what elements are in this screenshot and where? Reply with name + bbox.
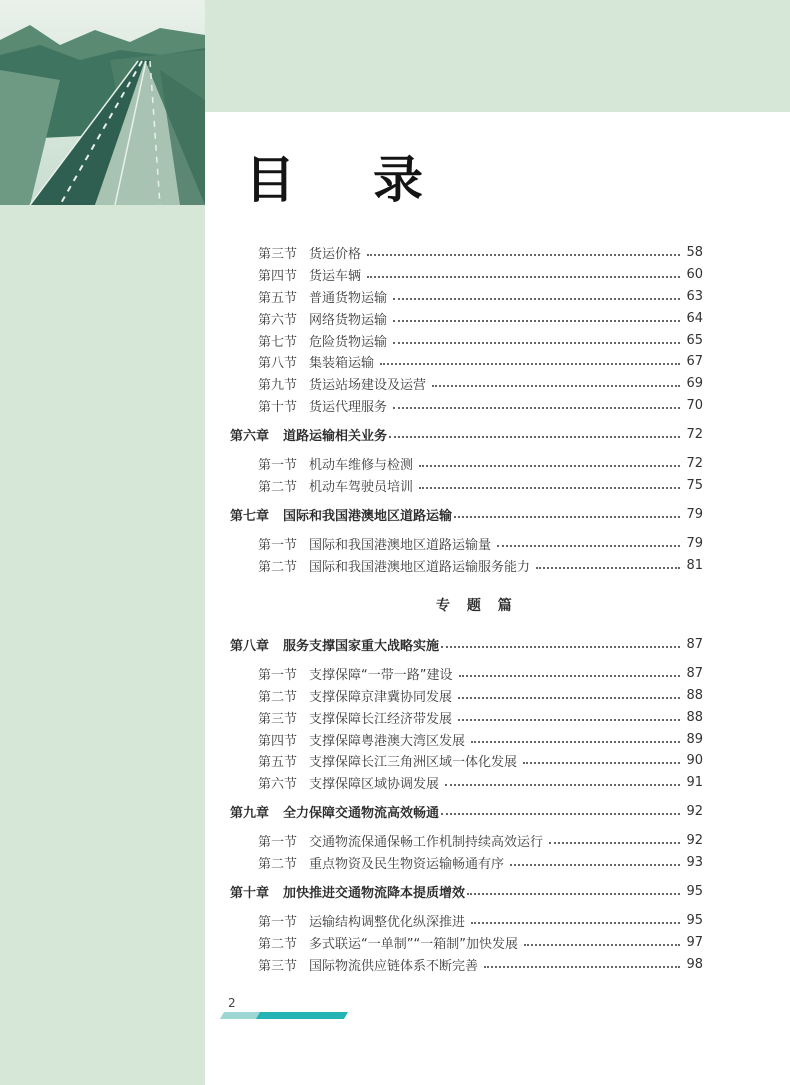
toc-entry[interactable] xyxy=(258,910,703,930)
toc-entry-page: 58 xyxy=(686,244,703,260)
toc-dot-leader xyxy=(367,254,680,256)
toc-dot-leader xyxy=(441,813,680,815)
toc-entry-title: 运输结构调整优化纵深推进 xyxy=(309,914,466,930)
toc-entry[interactable] xyxy=(258,852,703,872)
toc-entry-title: 国际和我国港澳地区道路运输量 xyxy=(309,537,492,553)
title-char-2: 录 xyxy=(373,150,423,209)
toc-entry-title: 国际物流供应链体系不断完善 xyxy=(309,958,479,974)
toc-dot-leader xyxy=(454,516,680,518)
toc-entry-page: 88 xyxy=(686,709,703,725)
toc-entry-title: 网络货物运输 xyxy=(309,312,388,328)
toc-entry[interactable] xyxy=(258,772,703,792)
page-number: 2 xyxy=(228,996,236,1010)
toc-entry-title: 支撑保障区域协调发展 xyxy=(309,776,440,792)
toc-entry-title: 货运站场建设及运营 xyxy=(309,377,427,393)
toc-entry[interactable] xyxy=(258,533,703,553)
toc-dot-leader xyxy=(380,363,680,365)
toc-chapter-title: 服务支撑国家重大战略实施 xyxy=(283,638,440,654)
toc-dot-leader xyxy=(432,385,680,387)
toc-entry-number: 第四节 xyxy=(258,268,298,284)
toc-chapter-number: 第九章 xyxy=(230,805,270,821)
toc-entry-number: 第七节 xyxy=(258,334,298,350)
toc-entry-page: 92 xyxy=(686,832,703,848)
toc-chapter-number: 第十章 xyxy=(230,885,270,901)
toc-entry-title: 支撑保障京津冀协同发展 xyxy=(309,689,453,705)
toc-chapter-title: 全力保障交通物流高效畅通 xyxy=(283,805,440,821)
toc-entry-page: 63 xyxy=(686,288,703,304)
toc-dot-leader xyxy=(441,646,680,648)
toc-dot-leader xyxy=(367,276,680,278)
toc-entry[interactable] xyxy=(258,475,703,495)
toc-entry-title: 机动车驾驶员培训 xyxy=(309,479,414,495)
part-heading: 专 题 篇 xyxy=(436,598,518,614)
toc-entry-page: 67 xyxy=(686,353,703,369)
toc-entry-title: 支撑保障长江经济带发展 xyxy=(309,711,453,727)
title-char-1: 目 xyxy=(245,150,295,209)
toc-entry-title: 集装箱运输 xyxy=(309,355,375,371)
toc-entry-page: 81 xyxy=(686,557,703,573)
toc-entry[interactable] xyxy=(258,685,703,705)
toc-entry-title: 货运价格 xyxy=(309,246,362,262)
toc-entry[interactable] xyxy=(258,555,703,575)
toc-entry-title: 支撑保障粤港澳大湾区发展 xyxy=(309,733,466,749)
toc-dot-leader xyxy=(510,864,680,866)
toc-chapter-number: 第七章 xyxy=(230,508,270,524)
toc-entry-number: 第五节 xyxy=(258,290,298,306)
toc-entry-page: 89 xyxy=(686,731,703,747)
toc-chapter[interactable] xyxy=(230,801,703,821)
toc-entry-page: 72 xyxy=(686,455,703,471)
toc-entry[interactable] xyxy=(258,351,703,371)
toc-dot-leader xyxy=(389,436,680,438)
highway-photo xyxy=(0,0,205,205)
toc-entry[interactable] xyxy=(258,373,703,393)
toc-chapter-number: 第六章 xyxy=(230,428,270,444)
toc-entry-title: 多式联运“一单制”“一箱制”加快发展 xyxy=(309,936,518,952)
toc-entry-title: 支撑保障“一带一路”建设 xyxy=(309,667,453,683)
toc-entry-page: 88 xyxy=(686,687,703,703)
toc-entry-title: 国际和我国港澳地区道路运输服务能力 xyxy=(309,559,531,575)
toc-entry-title: 货运代理服务 xyxy=(309,399,388,415)
toc-entry[interactable] xyxy=(258,330,703,350)
toc-entry[interactable] xyxy=(258,954,703,974)
toc-dot-leader xyxy=(393,298,680,300)
toc-dot-leader xyxy=(393,320,680,322)
toc-entry[interactable] xyxy=(258,453,703,473)
toc-chapter-page: 87 xyxy=(686,636,703,652)
toc-dot-leader xyxy=(524,944,680,946)
toc-chapter-title: 加快推进交通物流降本提质增效 xyxy=(283,885,466,901)
toc-dot-leader xyxy=(393,342,680,344)
toc-entry-number: 第八节 xyxy=(258,355,298,371)
toc-dot-leader xyxy=(484,966,680,968)
toc-entry-number: 第二节 xyxy=(258,559,298,575)
toc-entry-number: 第四节 xyxy=(258,733,298,749)
toc-entry-title: 货运车辆 xyxy=(309,268,362,284)
toc-entry-number: 第九节 xyxy=(258,377,298,393)
toc-entry-number: 第一节 xyxy=(258,914,298,930)
toc-dot-leader xyxy=(458,719,680,721)
toc-entry[interactable] xyxy=(258,830,703,850)
toc-entry-number: 第一节 xyxy=(258,537,298,553)
toc-entry-title: 交通物流保通保畅工作机制持续高效运行 xyxy=(309,834,544,850)
toc-entry-number: 第二节 xyxy=(258,936,298,952)
toc-entry[interactable] xyxy=(258,395,703,415)
toc-entry-page: 98 xyxy=(686,956,703,972)
toc-entry-title: 支撑保障长江三角洲区域一体化发展 xyxy=(309,754,518,770)
toc-entry-number: 第三节 xyxy=(258,246,298,262)
toc-chapter[interactable] xyxy=(230,504,703,524)
toc-entry-number: 第三节 xyxy=(258,711,298,727)
page-decoration-bar xyxy=(220,1012,348,1019)
toc-dot-leader xyxy=(471,741,680,743)
toc-dot-leader xyxy=(393,407,680,409)
toc-chapter-page: 95 xyxy=(686,883,703,899)
toc-entry-page: 79 xyxy=(686,535,703,551)
toc-chapter[interactable] xyxy=(230,424,703,444)
toc-entry-page: 65 xyxy=(686,332,703,348)
toc-entry-page: 60 xyxy=(686,266,703,282)
toc-dot-leader xyxy=(523,762,680,764)
toc-entry-number: 第一节 xyxy=(258,457,298,473)
toc-chapter-page: 79 xyxy=(686,506,703,522)
toc-entry-page: 91 xyxy=(686,774,703,790)
toc-entry-title: 危险货物运输 xyxy=(309,334,388,350)
toc-entry-number: 第二节 xyxy=(258,689,298,705)
toc-entry[interactable] xyxy=(258,308,703,328)
toc-chapter-page: 72 xyxy=(686,426,703,442)
toc-entry[interactable] xyxy=(258,750,703,770)
toc-entry-number: 第六节 xyxy=(258,312,298,328)
toc-entry[interactable] xyxy=(258,707,703,727)
toc-entry-page: 64 xyxy=(686,310,703,326)
toc-chapter-page: 92 xyxy=(686,803,703,819)
toc-entry-page: 97 xyxy=(686,934,703,950)
toc-entry-page: 87 xyxy=(686,665,703,681)
toc-entry-title: 重点物资及民生物资运输畅通有序 xyxy=(309,856,505,872)
toc-entry[interactable] xyxy=(258,242,703,262)
toc-entry-number: 第三节 xyxy=(258,958,298,974)
toc-chapter-number: 第八章 xyxy=(230,638,270,654)
toc-dot-leader xyxy=(419,465,680,467)
toc-entry-number: 第一节 xyxy=(258,834,298,850)
toc-dot-leader xyxy=(549,842,680,844)
toc-entry[interactable] xyxy=(258,729,703,749)
toc-entry-number: 第二节 xyxy=(258,479,298,495)
toc-chapter[interactable] xyxy=(230,634,703,654)
toc-entry-page: 75 xyxy=(686,477,703,493)
toc-entry-page: 95 xyxy=(686,912,703,928)
toc-entry[interactable] xyxy=(258,932,703,952)
toc-entry-page: 69 xyxy=(686,375,703,391)
toc-dot-leader xyxy=(445,784,680,786)
toc-entry-page: 93 xyxy=(686,854,703,870)
toc-dot-leader xyxy=(467,893,680,895)
toc-dot-leader xyxy=(536,567,680,569)
toc-chapter[interactable] xyxy=(230,881,703,901)
toc-entry-page: 70 xyxy=(686,397,703,413)
toc-chapter-title: 国际和我国港澳地区道路运输 xyxy=(283,508,453,524)
page-title xyxy=(245,150,423,210)
toc-chapter-title: 道路运输相关业务 xyxy=(283,428,388,444)
toc-entry-number: 第二节 xyxy=(258,856,298,872)
toc-dot-leader xyxy=(497,545,680,547)
toc-entry-title: 普通货物运输 xyxy=(309,290,388,306)
top-color-band xyxy=(205,0,790,112)
toc-entry-number: 第六节 xyxy=(258,776,298,792)
toc-dot-leader xyxy=(471,922,680,924)
toc-entry[interactable] xyxy=(258,663,703,683)
toc-dot-leader xyxy=(458,697,680,699)
toc-entry-number: 第五节 xyxy=(258,754,298,770)
toc-entry-number: 第十节 xyxy=(258,399,298,415)
toc-entry-number: 第一节 xyxy=(258,667,298,683)
toc-entry-title: 机动车维修与检测 xyxy=(309,457,414,473)
toc-entry[interactable] xyxy=(258,264,703,284)
toc-entry-page: 90 xyxy=(686,752,703,768)
toc-dot-leader xyxy=(419,487,680,489)
toc-dot-leader xyxy=(459,675,681,677)
toc-entry[interactable] xyxy=(258,286,703,306)
